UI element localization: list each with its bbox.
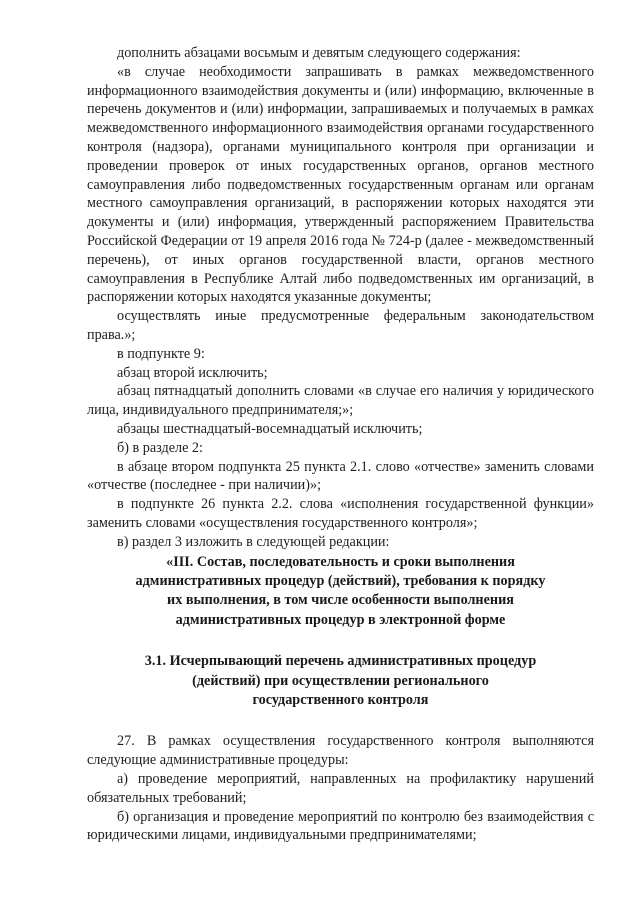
paragraph-27a: а) проведение мероприятий, направленных на профилактику нарушений обязательных требований;: [87, 770, 594, 806]
subsection-heading-line: государственного контроля: [252, 691, 429, 708]
paragraph-quote-start: «в случае необходимости запрашивать в рамках межведомственного информационного взаимодействия документы и (или) информацию, включенные в перечень документов и (или) информации, запрашиваемых и получаемых в рамках межведомственного информационного взаимодействия органами государственного контроля (надзора), органами муниципального контроля при организации и проведении проверок от иных государственных органов, органов местного самоуправления либо подведомственных государственным органам или органам местного самоуправления организаций, в распоряжении которых находятся эти документы и (или) информация, утвержденный распоряжением Правительства Российской Федерации от 19 апреля 2016 года № 724-р (далее - межведомственный перечень), от иных органов государственной власти, органов местного самоуправления в Республике Алтай либо подведомственных им организаций, в распоряжении которых находятся указанные документы;: [87, 63, 594, 306]
paragraph-intro: дополнить абзацами восьмым и девятым следующего содержания:: [117, 45, 521, 61]
section-heading-line: их выполнения, в том числе особенности выполнения: [167, 592, 514, 609]
section-heading-line: административных процедур (действий), требования к порядку: [135, 572, 546, 589]
paragraph-rights: осуществлять иные предусмотренные федеральным законодательством права.»;: [87, 308, 594, 343]
paragraph-subpoint-26: в подпункте 26 пункта 2.2. слова «исполнения государственной функции» заменить словами «осуществления государственного контроля»;: [87, 496, 594, 531]
paragraph-section-3: в) раздел 3 изложить в следующей редакции:: [117, 533, 390, 550]
subsection-heading-line: 3.1. Исчерпывающий перечень административных процедур: [144, 653, 537, 670]
section-heading-line: «III. Состав, последовательность и сроки выполнения: [166, 553, 515, 570]
subsection-heading: [87, 652, 594, 710]
paragraph-second-exclude: абзац второй исключить;: [117, 364, 268, 381]
document-page: [87, 44, 594, 845]
subsection-heading-line: (действий) при осуществлении регионального: [192, 672, 489, 689]
paragraph-section-2: б) в разделе 2:: [117, 439, 203, 456]
paragraph-sixteenth: абзацы шестнадцатый-восемнадцатый исключить;: [117, 420, 423, 437]
paragraph-subpoint-9: в подпункте 9:: [117, 345, 205, 362]
spacer: [87, 710, 594, 732]
paragraph-fifteenth: абзац пятнадцатый дополнить словами «в случае его наличия у юридического лица, индивидуального предпринимателя;»;: [87, 383, 594, 419]
paragraph-27: 27. В рамках осуществления государственного контроля выполняются следующие административные процедуры:: [87, 733, 594, 769]
section-heading-line: административных процедур в электронной форме: [175, 611, 506, 628]
paragraph-subpoint-25: в абзаце втором подпункта 25 пункта 2.1. слово «отчестве» заменить словами «отчестве (последнее - при наличии)»;: [87, 458, 594, 494]
paragraph-27b: б) организация и проведение мероприятий по контролю без взаимодействия с юридическими лицами, индивидуальными предпринимателями;: [87, 808, 594, 844]
section-heading: [87, 553, 594, 631]
